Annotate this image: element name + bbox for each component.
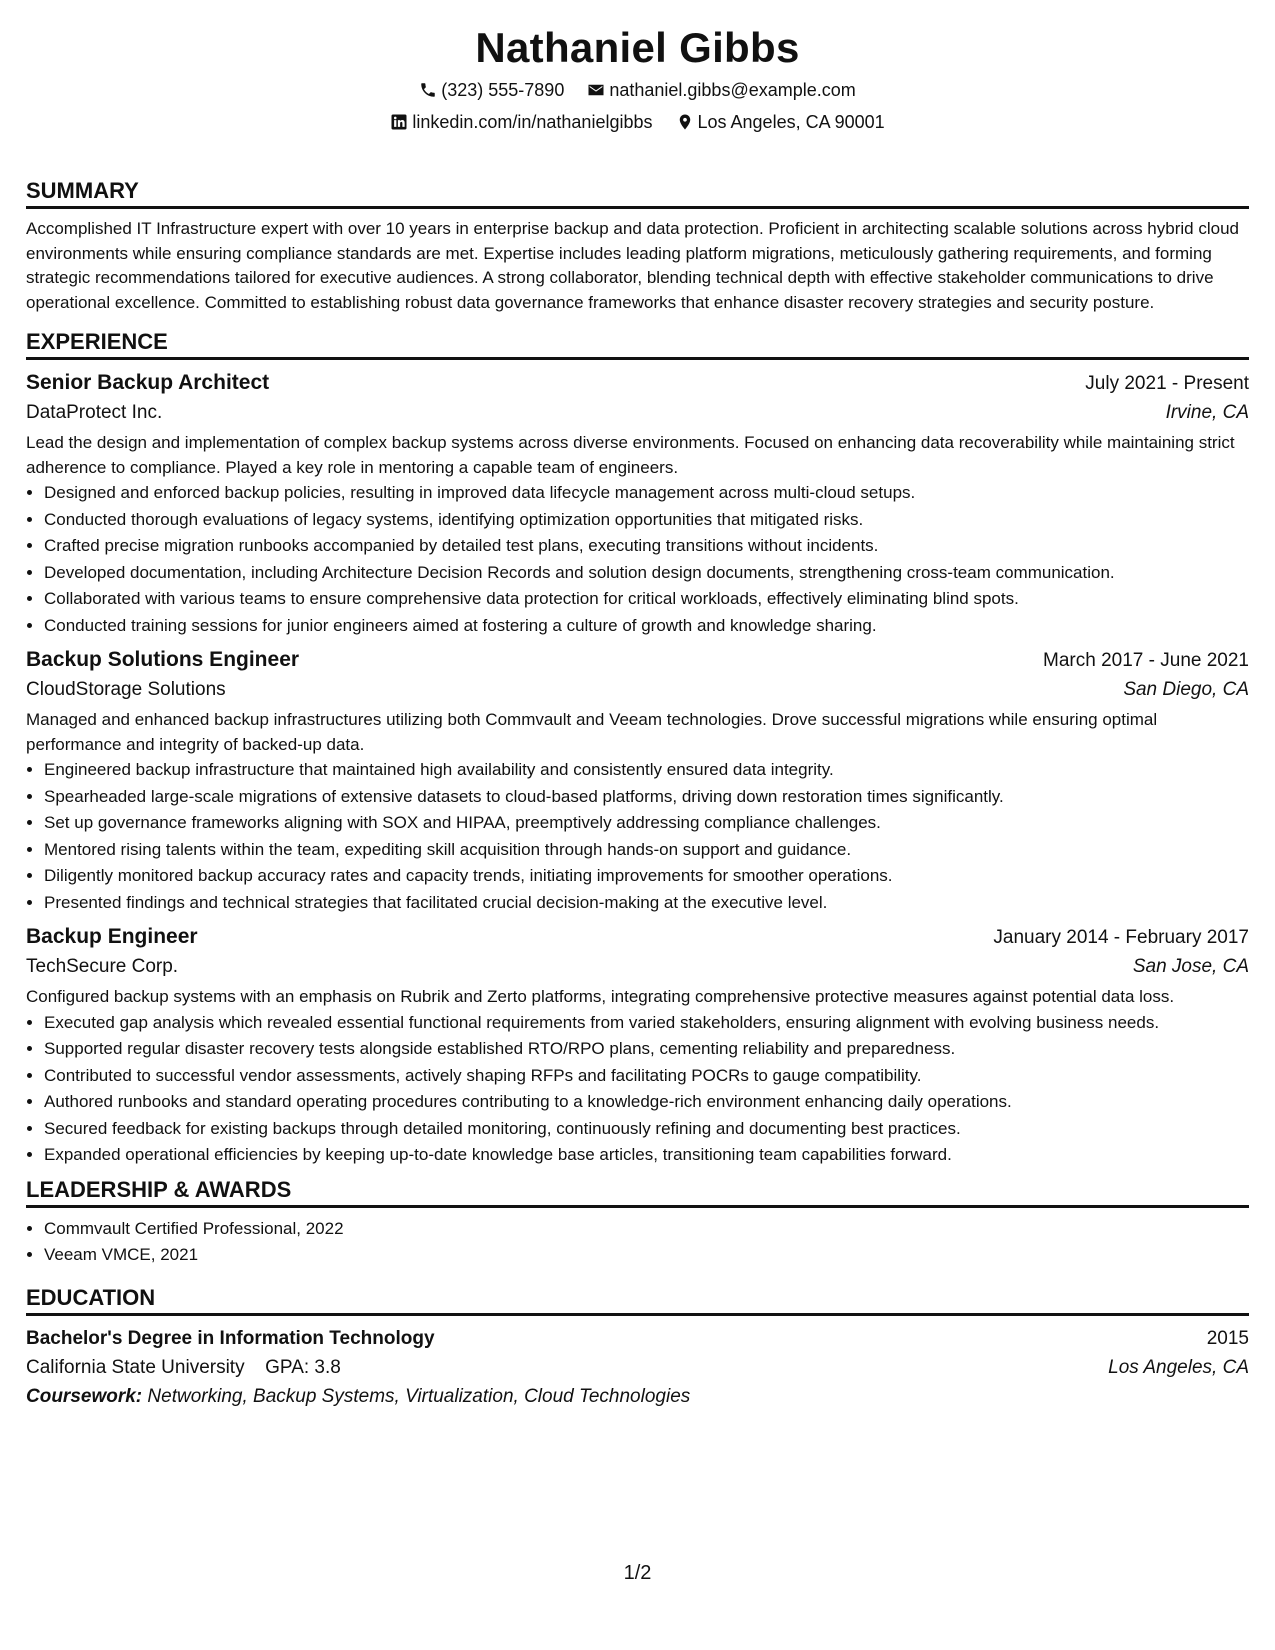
list-item: • Executed gap analysis which revealed essential functional requirements from varied stakeholders, ensuring alignment with evolving business needs. bbox=[44, 1010, 1249, 1037]
list-item: • Presented findings and technical strategies that facilitated crucial decision-making at the executive level. bbox=[44, 890, 1249, 917]
phone-text: (323) 555-7890 bbox=[441, 80, 565, 100]
job-description: Configured backup systems with an emphasis on Rubrik and Zerto platforms, integrating comprehensive protective measures against potential data loss. bbox=[26, 987, 1175, 1006]
list-item: • Conducted training sessions for junior engineers aimed at fostering a culture of growth and knowledge sharing. bbox=[44, 613, 1249, 640]
job-entry bbox=[26, 368, 1249, 639]
email-link[interactable]: nathaniel.gibbs@example.com bbox=[609, 80, 856, 100]
job-title: Backup Solutions Engineer bbox=[26, 648, 300, 671]
contact-linkedin[interactable] bbox=[390, 106, 652, 138]
degree: Bachelor's Degree in Information Technology bbox=[26, 1327, 435, 1349]
linkedin-link[interactable]: linkedin.com/in/nathanielgibbs bbox=[412, 112, 653, 132]
list-item: • Developed documentation, including Architecture Decision Records and solution design documents, strengthening cross-team communication. bbox=[44, 560, 1249, 587]
list-item: • Set up governance frameworks aligning with SOX and HIPAA, preemptively addressing compliance challenges. bbox=[44, 810, 1249, 837]
job-dates: January 2014 - February 2017 bbox=[993, 927, 1249, 948]
job-bullets bbox=[26, 757, 1249, 916]
graduation-year: 2015 bbox=[1206, 1327, 1249, 1349]
contact-email[interactable] bbox=[587, 74, 855, 106]
job-dates: July 2021 - Present bbox=[1085, 373, 1249, 394]
list-item: • Veeam VMCE, 2021 bbox=[44, 1242, 1249, 1269]
candidate-name: Nathaniel Gibbs bbox=[475, 24, 800, 71]
education-heading: EDUCATION bbox=[26, 1283, 1249, 1316]
experience-heading: EXPERIENCE bbox=[26, 327, 1249, 360]
list-item: • Supported regular disaster recovery tests alongside established RTO/RPO plans, cementing reliability and preparedness. bbox=[44, 1036, 1249, 1063]
job-description: Managed and enhanced backup infrastructures utilizing both Commvault and Veeam technologies. Drove successful migrations while ensuring optimal performance and integrity of backed-up data. bbox=[26, 710, 1158, 754]
coursework bbox=[26, 1382, 1249, 1412]
job-company: DataProtect Inc. bbox=[26, 402, 163, 423]
job-location: San Diego, CA bbox=[1123, 679, 1249, 700]
list-item: • Commvault Certified Professional, 2022 bbox=[44, 1216, 1249, 1243]
list-item: • Expanded operational efficiencies by keeping up-to-date knowledge base articles, transitioning team capabilities forward. bbox=[44, 1142, 1249, 1169]
summary-heading: SUMMARY bbox=[26, 176, 1249, 209]
job-entry bbox=[26, 645, 1249, 916]
list-item: • Spearheaded large-scale migrations of extensive datasets to cloud-based platforms, driving down restoration times significantly. bbox=[44, 784, 1249, 811]
location-text: Los Angeles, CA 90001 bbox=[697, 112, 885, 132]
coursework-list: Networking, Backup Systems, Virtualization, Cloud Technologies bbox=[147, 1385, 691, 1407]
list-item: • Collaborated with various teams to ensure comprehensive data protection for critical workloads, effectively eliminating blind spots. bbox=[44, 586, 1249, 613]
job-bullets bbox=[26, 1010, 1249, 1169]
list-item: • Mentored rising talents within the team, expediting skill acquisition through hands-on support and guidance. bbox=[44, 837, 1249, 864]
contact-row-2 bbox=[26, 106, 1249, 138]
job-bullets bbox=[26, 480, 1249, 639]
coursework-label: Coursework: bbox=[26, 1385, 143, 1407]
summary-text: Accomplished IT Infrastructure expert with over 10 years in enterprise backup and data protection. Proficient in architecting scalable solutions across hybrid cloud environments while ensuring compliance standards are met. Expertise includes leading platform migrations, meticulously gathering requirements, and forming strategic recommendations tailored for executive audiences. A strong collaborator, blending technical depth with effective stakeholder communications to drive operational excellence. Committed to establishing robust data governance frameworks that enhance disaster recovery strategies and security posture. bbox=[26, 219, 1239, 312]
awards-list bbox=[26, 1216, 1249, 1269]
contact-row-1 bbox=[26, 74, 1249, 106]
job-dates: March 2017 - June 2021 bbox=[1043, 650, 1249, 671]
map-pin-icon bbox=[676, 113, 694, 131]
job-location: Irvine, CA bbox=[1165, 402, 1249, 423]
contact-location bbox=[676, 106, 885, 138]
job-title: Backup Engineer bbox=[26, 925, 198, 948]
envelope-icon bbox=[587, 81, 605, 99]
list-item: • Secured feedback for existing backups through detailed monitoring, continuously refining and documenting best practices. bbox=[44, 1116, 1249, 1143]
job-description: Lead the design and implementation of complex backup systems across diverse environments. Focused on enhancing data recoverability while maintaining strict adherence to compliance. Played a key role in mentoring a capable team of engineers. bbox=[26, 433, 1235, 477]
job-location: San Jose, CA bbox=[1132, 956, 1249, 977]
job-company: CloudStorage Solutions bbox=[26, 679, 226, 700]
awards-heading: LEADERSHIP & AWARDS bbox=[26, 1175, 1249, 1208]
list-item: • Contributed to successful vendor assessments, actively shaping RFPs and facilitating POCRs to gauge compatibility. bbox=[44, 1063, 1249, 1090]
list-item: • Crafted precise migration runbooks accompanied by detailed test plans, executing transitions without incidents. bbox=[44, 533, 1249, 560]
phone-icon bbox=[419, 81, 437, 99]
job-title: Senior Backup Architect bbox=[26, 371, 270, 394]
list-item: • Conducted thorough evaluations of legacy systems, identifying optimization opportunities that mitigated risks. bbox=[44, 507, 1249, 534]
page-number: 1/2 bbox=[623, 1562, 652, 1584]
linkedin-icon bbox=[390, 113, 408, 131]
school-name: California State University bbox=[26, 1356, 245, 1378]
job-company: TechSecure Corp. bbox=[26, 956, 179, 977]
list-item: • Diligently monitored backup accuracy rates and capacity trends, initiating improvements for smoother operations. bbox=[44, 863, 1249, 890]
list-item: • Authored runbooks and standard operating procedures contributing to a knowledge-rich environment enhancing daily operations. bbox=[44, 1089, 1249, 1116]
job-entry bbox=[26, 922, 1249, 1169]
contact-phone bbox=[419, 74, 564, 106]
list-item: • Engineered backup infrastructure that maintained high availability and consistently ensured data integrity. bbox=[44, 757, 1249, 784]
resume-page bbox=[26, 0, 1249, 1412]
list-item: • Designed and enforced backup policies, resulting in improved data lifecycle management across multi-cloud setups. bbox=[44, 480, 1249, 507]
gpa: GPA: 3.8 bbox=[265, 1356, 341, 1378]
school-location: Los Angeles, CA bbox=[1108, 1356, 1249, 1378]
